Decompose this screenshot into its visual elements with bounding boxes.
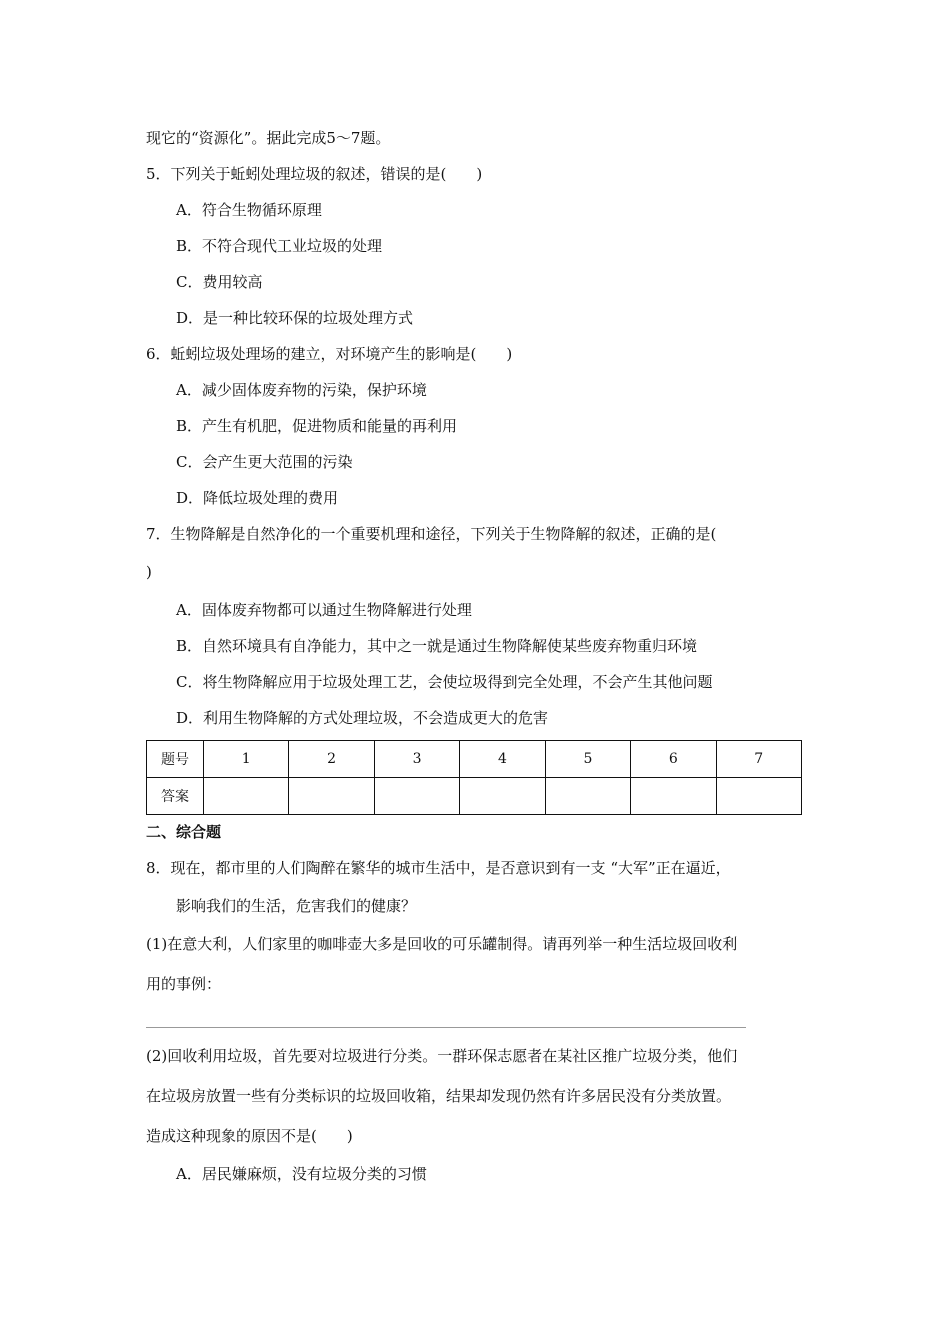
answer-blank-line[interactable]	[146, 1027, 746, 1028]
section-title: 二、综合题	[146, 823, 222, 841]
question-number-cell: 4	[460, 741, 545, 778]
question-number-cell: 3	[374, 741, 459, 778]
q5-stem: 5．下列关于蚯蚓处理垃圾的叙述，错误的是( )	[146, 165, 483, 183]
q6-option-c: C．会产生更大范围的污染	[176, 453, 353, 471]
q6-option-d: D．降低垃圾处理的费用	[176, 489, 339, 507]
q6-option-a: A．减少固体废弃物的污染，保护环境	[176, 381, 427, 399]
table-row-label: 题号	[147, 741, 204, 778]
q7-stem-cont: )	[146, 563, 152, 581]
q8-stem-cont: 影响我们的生活，危害我们的健康？	[176, 897, 417, 915]
q7-option-b: B．自然环境具有自净能力，其中之一就是通过生物降解使某些废弃物重归环境	[176, 637, 698, 655]
q5-option-b: B．不符合现代工业垃圾的处理	[176, 237, 383, 255]
q5-option-a: A．符合生物循环原理	[176, 201, 322, 219]
q5-option-d: D．是一种比较环保的垃圾处理方式	[176, 309, 414, 327]
q7-option-a: A．固体废弃物都可以通过生物降解进行处理	[176, 601, 472, 619]
table-row-label: 答案	[147, 778, 204, 815]
answer-cell[interactable]	[460, 778, 545, 815]
answer-table	[146, 740, 802, 815]
q5-option-c: C．费用较高	[176, 273, 263, 291]
question-number-cell: 2	[289, 741, 374, 778]
table-row	[147, 778, 802, 815]
q8-part1-cont: 用的事例：	[146, 975, 222, 993]
intro-text: 现它的“资源化”。据此完成5～7题。	[146, 129, 391, 147]
answer-cell[interactable]	[716, 778, 801, 815]
answer-cell[interactable]	[289, 778, 374, 815]
question-number-cell: 5	[545, 741, 630, 778]
q8-part2-cont: 在垃圾房放置一些有分类标识的垃圾回收箱，结果却发现仍然有许多居民没有分类放置。	[146, 1087, 732, 1105]
q8-part2: (2)回收利用垃圾，首先要对垃圾进行分类。一群环保志愿者在某社区推广垃圾分类，他们	[146, 1047, 738, 1065]
q6-option-b: B．产生有机肥，促进物质和能量的再利用	[176, 417, 458, 435]
q8-part2-option-a: A．居民嫌麻烦，没有垃圾分类的习惯	[176, 1165, 427, 1183]
answer-cell[interactable]	[631, 778, 716, 815]
q6-stem: 6．蚯蚓垃圾处理场的建立，对环境产生的影响是( )	[146, 345, 513, 363]
q7-option-c: C．将生物降解应用于垃圾处理工艺，会使垃圾得到完全处理，不会产生其他问题	[176, 673, 713, 691]
answer-cell[interactable]	[374, 778, 459, 815]
q7-stem: 7．生物降解是自然净化的一个重要机理和途径，下列关于生物降解的叙述，正确的是(	[146, 525, 717, 543]
answer-cell[interactable]	[545, 778, 630, 815]
question-number-cell: 7	[716, 741, 801, 778]
answer-cell[interactable]	[204, 778, 289, 815]
question-number-cell: 1	[204, 741, 289, 778]
q8-stem: 8．现在，都市里的人们陶醉在繁华的城市生活中，是否意识到有一支 “大军”正在逼近，	[146, 859, 731, 877]
q7-option-d: D．利用生物降解的方式处理垃圾，不会造成更大的危害	[176, 709, 549, 727]
q8-part1: (1)在意大利，人们家里的咖啡壶大多是回收的可乐罐制得。请再列举一种生活垃圾回收利	[146, 935, 738, 953]
table-row	[147, 741, 802, 778]
q8-part2-cont2: 造成这种现象的原因不是( )	[146, 1127, 353, 1145]
question-number-cell: 6	[631, 741, 716, 778]
